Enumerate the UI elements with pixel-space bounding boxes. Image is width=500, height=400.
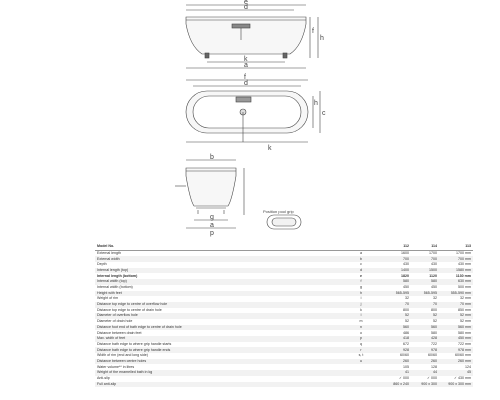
row-label: Internal width (bottom) (97, 285, 133, 290)
row-label: Distance foot end of bath edge to centre of drain hole (95, 325, 339, 331)
row-value-model-3: 260 mm (439, 359, 473, 365)
dim-k: k (244, 56, 248, 63)
row-value-model-3: 630 mm (439, 279, 473, 285)
row-value-model-1: 52 (383, 313, 411, 319)
dim-plan-h: h (314, 100, 318, 107)
row-value-model-3: 850 mm (458, 307, 471, 312)
row-value-model-2: 978 (411, 347, 439, 353)
row-value-model-1: 41 (383, 370, 411, 376)
row-label: External length (97, 250, 121, 255)
row-value-model-1: 565-595 (383, 291, 411, 297)
row-value-model-3: 722 mm (458, 341, 471, 346)
row-value-model-3: 430 mm (458, 262, 471, 267)
thumbnail-label: Position pool grip (263, 209, 294, 214)
row-value-model-2: 700 (411, 256, 439, 262)
side-view (186, 5, 318, 68)
row-value-model-3: 124 (465, 364, 471, 369)
row-value-model-1: 60/60 (400, 353, 409, 358)
dim-plan-d: d (244, 80, 248, 87)
dim-sec-a: a (210, 222, 214, 229)
row-symbol: d (339, 268, 383, 274)
row-value-model-3: 555-590 mm (439, 291, 473, 297)
table-row (95, 382, 473, 388)
row-value-model-1: 560 (383, 325, 411, 331)
row-symbol: q (360, 341, 362, 346)
row-value-model-3: 580 mm (458, 330, 471, 335)
row-value-model-2: 565-595 (411, 291, 439, 297)
spec-table (95, 244, 473, 387)
row-symbol: k (360, 307, 362, 312)
row-value-model-3: 450 mm (439, 336, 473, 342)
row-label: Distance between centre holes (95, 359, 339, 365)
row-symbol: i (360, 296, 362, 301)
row-label: Anti-slip (97, 376, 110, 381)
row-value-model-2: 560 (411, 325, 439, 331)
row-value-model-1: ✓ 000 (398, 376, 409, 381)
row-label: Distance bath edge to where grip handle starts (97, 341, 172, 346)
header-model-2: 114 (411, 244, 439, 250)
row-label: Internal length (bottom) (97, 273, 138, 278)
dim-sec-p: p (210, 230, 214, 237)
plan-view (186, 80, 320, 142)
row-value-model-3: 1580 mm (439, 268, 473, 274)
row-label: External width (95, 256, 339, 262)
row-value-model-2: 128 (431, 364, 437, 369)
row-value-model-3: ✓ 430 mm (454, 376, 471, 381)
row-value-model-1: 32 (405, 296, 409, 301)
row-value-model-1: 70 (383, 302, 411, 308)
row-symbol: j (339, 302, 383, 308)
grip-position-thumbnail (267, 215, 301, 229)
row-value-model-3: 900 x 300 mm (439, 382, 473, 388)
header-model-3: 113 (439, 244, 473, 250)
row-value-model-2: 800 (431, 307, 437, 312)
row-value-model-3: 60/60 mm (455, 353, 471, 358)
row-value-model-3: 1130 mm (455, 273, 471, 278)
row-value-model-3: 45 (439, 370, 473, 376)
row-value-model-1: 105 (403, 364, 409, 369)
row-value-model-2: 44 (411, 370, 439, 376)
row-value-model-1: 928 (383, 347, 411, 353)
row-value-model-2: 70 (411, 302, 439, 308)
row-label: Weight of the enamelled bath in kg (95, 370, 339, 376)
row-label: Distance top edge to centre of drain hole (97, 307, 162, 312)
row-value-model-1: 1600 (401, 250, 409, 255)
row-label: Distance top edge to centre of overflow hole (95, 302, 339, 308)
row-symbol: m (359, 319, 363, 324)
row-value-model-3: 52 mm (439, 313, 473, 319)
row-label: Max. width of feet (95, 336, 339, 342)
row-value-model-3: 52 mm (460, 319, 471, 324)
row-value-model-2: 450 (431, 285, 437, 290)
row-value-model-3: 32 mm (460, 296, 471, 301)
row-symbol: r (339, 347, 383, 353)
dim-a: a (244, 62, 248, 69)
row-value-model-2: 580 (411, 279, 439, 285)
dim-e: e (244, 0, 248, 6)
dim-sec-b: b (210, 154, 214, 161)
row-value-model-3: 1700 mm (456, 250, 471, 255)
row-label: Diameter of drain hole (97, 319, 133, 324)
dim-plan-c: c (322, 110, 326, 117)
row-label: Internal width (top) (95, 279, 339, 285)
row-value-model-1: 486 (403, 330, 409, 335)
row-value-model-2: 1120 (429, 273, 437, 278)
row-label: Depth (97, 262, 107, 267)
row-symbol: u (339, 359, 383, 365)
row-label: Weight of rim (97, 296, 119, 301)
row-value-model-1: 1400 (383, 268, 411, 274)
row-value-model-3: 560 mm (439, 325, 473, 331)
row-value-model-2: 722 (431, 341, 437, 346)
dim-plan-k: k (268, 145, 272, 152)
row-symbol: s, t (358, 353, 364, 358)
row-label: Diameter of overflow hole (95, 313, 339, 319)
row-value-model-2: 260 (411, 359, 439, 365)
row-symbol: l (339, 313, 383, 319)
row-value-model-2: 32 (433, 296, 437, 301)
row-label: Width of rim (end and long side) (97, 353, 148, 358)
row-value-model-2: ✓ 000 (426, 376, 437, 381)
dim-d: d (244, 4, 248, 11)
row-value-model-3: 500 mm (458, 285, 471, 290)
row-label: Full anti-slip (95, 382, 339, 388)
dim-h: h (320, 35, 324, 42)
row-value-model-1: 1820 (401, 273, 409, 278)
dim-sec-g: g (210, 214, 214, 221)
row-value-model-1: 418 (383, 336, 411, 342)
row-label: Distance bath edge to where grip handle ends (95, 347, 339, 353)
row-symbol: h (339, 291, 383, 297)
row-value-model-3: 70 mm (439, 302, 473, 308)
row-value-model-2: 430 (431, 262, 437, 267)
row-value-model-2: 60/60 (428, 353, 437, 358)
row-symbol: g (360, 285, 362, 290)
row-symbol: e (360, 273, 362, 278)
row-value-model-3: 700 mm (439, 256, 473, 262)
row-value-model-1: 860 x 240 (383, 382, 411, 388)
row-label: Distance between drain feet (97, 330, 142, 335)
header-label: Model No. (95, 244, 339, 250)
row-symbol (339, 382, 383, 388)
row-value-model-1: 430 (403, 262, 409, 267)
row-value-model-2: 580 (431, 330, 437, 335)
row-value-model-1: 700 (383, 256, 411, 262)
row-value-model-2: 900 x 300 (411, 382, 439, 388)
dim-plan-f: f (244, 74, 246, 81)
row-label: Internal length (top) (95, 268, 339, 274)
row-symbol: n (339, 325, 383, 331)
row-label: Height with feet (95, 291, 339, 297)
row-value-model-1: 800 (403, 307, 409, 312)
row-value-model-1: 260 (383, 359, 411, 365)
row-symbol: f (339, 279, 383, 285)
row-value-model-1: 52 (405, 319, 409, 324)
row-symbol: p (339, 336, 383, 342)
row-value-model-2: 1500 (411, 268, 439, 274)
row-value-model-2: 1700 (429, 250, 437, 255)
row-value-model-1: 672 (403, 341, 409, 346)
row-symbol: c (360, 262, 362, 267)
row-value-model-1: 450 (403, 285, 409, 290)
row-value-model-1: 580 (383, 279, 411, 285)
row-value-model-2: 52 (433, 319, 437, 324)
row-value-model-2: 52 (411, 313, 439, 319)
row-value-model-2: 428 (411, 336, 439, 342)
row-label: Water volume** in litres (97, 364, 135, 369)
dim-f: f (312, 28, 314, 35)
row-value-model-3: 978 mm (439, 347, 473, 353)
header-model-1: 112 (383, 244, 411, 250)
row-symbol: a (360, 250, 362, 255)
row-symbol: o (360, 330, 362, 335)
row-symbol: b (339, 256, 383, 262)
